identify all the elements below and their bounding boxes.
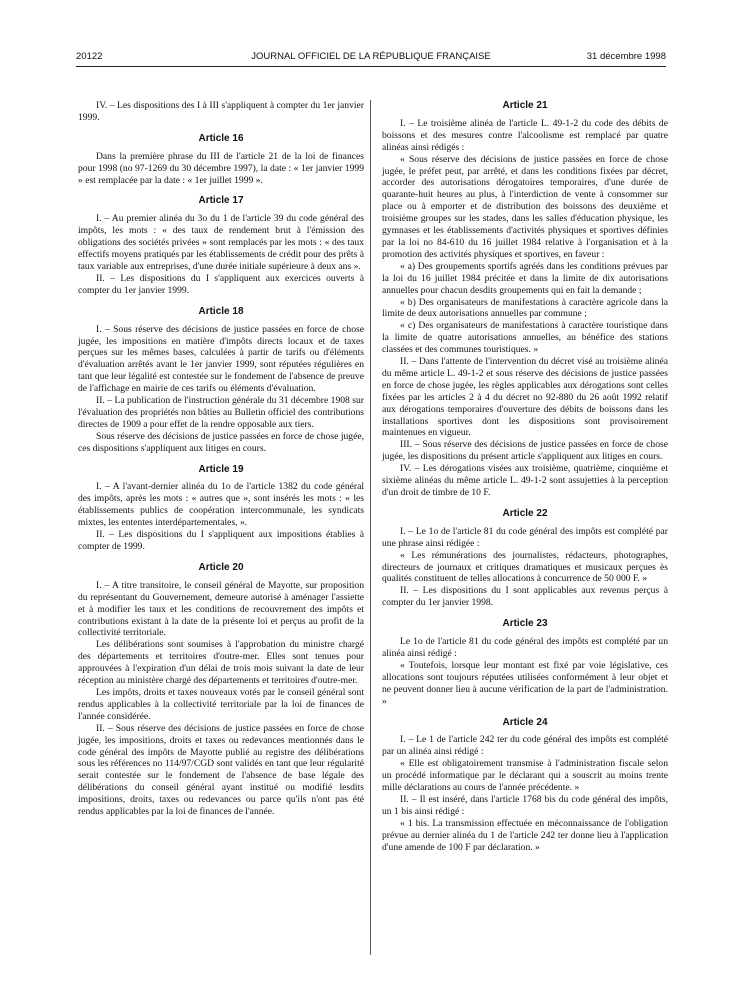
paragraph: « Sous réserve des décisions de justice passées en force de chose jugée, le préfet peut, par arrêté, et dans les conditions fixées par décret, accorder des autorisations dérogatoires temporaires, d'une durée de quarante-huit heures au plus, à l'interdiction de vente à consommer sur place ou à emporter et de distribution des boissons des deuxième et troisième groupes sur les stades, dans les salles d'éducation physique, les gymnases et les établissements d'activités physiques et sportives définies par la loi no 84-610 du 16 juillet 1984 relative à l'organisation et à la promotion des activités physiques et sportives, en faveur : bbox=[382, 153, 668, 260]
article-heading: Article 20 bbox=[198, 561, 244, 573]
paragraph: IV. – Les dérogations visées aux troisième, quatrième, cinquième et sixième alinéas du même article L. 49-1-2 sont assujetties à la perception d'un droit de timbre de 10 F. bbox=[382, 463, 668, 498]
article-heading: Article 16 bbox=[198, 132, 244, 144]
article-heading: Article 24 bbox=[502, 716, 548, 728]
article-heading: Article 23 bbox=[502, 618, 548, 630]
paragraph: « b) Des organisateurs de manifestations à caractère agricole dans la limite de deux autorisations annuelles par commune ; bbox=[382, 296, 668, 320]
article-heading: Article 18 bbox=[198, 305, 244, 317]
paragraph: Sous réserve des décisions de justice passées en force de chose jugée, ces dispositions s'appliquent aux litiges en cours. bbox=[78, 430, 364, 454]
page-number: 20122 bbox=[76, 51, 103, 62]
paragraph: II. – Les dispositions du I s'appliquent aux impositions établies à compter de 1999. bbox=[78, 529, 364, 552]
paragraph: « Elle est obligatoirement transmise à l'administration fiscale selon un procédé informatique par le déclarant qui a souscrit au moins trente mille déclarations au cours de l'année précédente. » bbox=[382, 758, 668, 794]
paragraph: Le 1o de l'article 81 du code général des impôts est complété par un alinéa ainsi rédigé : bbox=[382, 636, 668, 659]
page-header bbox=[76, 51, 666, 65]
issue-date: 31 décembre 1998 bbox=[586, 51, 666, 62]
paragraph: II. – Sous réserve des décisions de justice passées en force de chose jugée, les impositions, droits et taxes ou redevances mentionnés dans le code général des impôts de Mayotte publié au registre des délibérations sous les références no 114/97/CGD sont validés en tant que leur régularité serait contestée sur le fondement de l'absence de base légale des délibérations du conseil général ayant institué ou modifié lesdits impositions, droits, taxes ou redevances ou parce qu'ils n'ont pas été rendus applicables par la loi de finances de l'année. bbox=[78, 722, 364, 818]
paragraph: « a) Des groupements sportifs agréés dans les conditions prévues par la loi du 16 juillet 1984 précitée et dans la limite de dix autorisations annuelles pour chacun desdits groupements qui en fait la demande ; bbox=[382, 260, 668, 296]
article-heading: Article 21 bbox=[502, 100, 548, 111]
paragraph: II. – Les dispositions du I s'appliquent aux exercices ouverts à compter du 1er janvier 1999. bbox=[78, 272, 364, 296]
paragraph: II. – Il est inséré, dans l'article 1768 bis du code général des impôts, un 1 bis ainsi rédigé : bbox=[382, 793, 668, 817]
article-heading: Article 19 bbox=[198, 463, 244, 475]
paragraph: I. – Sous réserve des décisions de justice passées en force de chose jugée, les impositions en matière d'impôts directs locaux et de taxes perçues sur les mêmes bases, calculées à partir de tarifs ou d'éléments d'évaluation arrêtés avant le 1er janvier 1999, sont réputées régulières en tant que leur légalité est contestée sur le fondement de l'absence de preuve de l'affichage en mairie de ces tarifs ou éléments d'évaluation. bbox=[78, 323, 364, 395]
paragraph: I. – A l'avant-dernier alinéa du 1o de l'article 1382 du code général des impôts, après les mots : « autres que », sont insérés les mots : « les établissements publics de coopération intercommunale, les syndicats mixtes, les ententes interdépartementales, ». bbox=[78, 481, 364, 529]
paragraph: « Les rémunérations des journalistes, rédacteurs, photographes, directeurs de journaux et critiques dramatiques et musicaux perçues ès qualités constituent de telles allocations à concurrence de 50 000 F. » bbox=[382, 549, 668, 585]
paragraph: I. – Le troisième alinéa de l'article L. 49-1-2 du code des débits de boissons et des mesures contre l'alcoolisme est remplacé par quatre alinéas ainsi rédigés : bbox=[382, 117, 668, 153]
paragraph: III. – Sous réserve des décisions de justice passées en force de chose jugée, les dispositions du présent article s'appliquent aux litiges en cours. bbox=[382, 439, 668, 463]
paragraph: II. – La publication de l'instruction générale du 31 décembre 1908 sur l'évaluation des propriétés non bâties au Bulletin officiel des contributions directes de 1909 a pour effet de la rendre opposable aux tiers. bbox=[78, 395, 364, 430]
header-rule bbox=[76, 66, 666, 67]
journal-title: JOURNAL OFFICIEL DE LA RÉPUBLIQUE FRANÇAISE bbox=[251, 51, 491, 62]
article-heading: Article 22 bbox=[502, 507, 548, 519]
right-column bbox=[382, 100, 668, 853]
paragraph: II. – Dans l'attente de l'intervention du décret visé au troisième alinéa du même article L. 49-1-2 et sous réserve des décisions de justice passées en force de chose jugée, les règles applicables aux dérogations sont celles fixées par les articles 2 à 4 du décret no 92-880 du 26 août 1992 relatif aux dérogations temporaires d'ouverture des débits de boissons dans les installations sportives dont les dispositions sont provisoirement maintenues en vigueur. bbox=[382, 356, 668, 439]
left-column bbox=[78, 100, 364, 818]
paragraph: II. – Les dispositions du I sont applicables aux revenus perçus à compter du 1er janvier 1998. bbox=[382, 585, 668, 609]
column-divider bbox=[370, 100, 371, 955]
paragraph: I. – Au premier alinéa du 3o du 1 de l'article 39 du code général des impôts, les mots : « des taux de rendement brut à l'émission des obligations des sociétés privées » sont remplacés par les mots : « des taux effectifs moyens pratiqués par les établissements de crédit pour des prêts à taux variable aux entreprises, d'une durée initiale supérieure à deux ans ». bbox=[78, 213, 364, 272]
paragraph: I. – Le 1o de l'article 81 du code général des impôts est complété par une phrase ainsi rédigée : bbox=[382, 525, 668, 549]
paragraph: IV. – Les dispositions des I à III s'appliquent à compter du 1er janvier 1999. bbox=[78, 100, 364, 123]
paragraph: Dans la première phrase du III de l'article 21 de la loi de finances pour 1998 (no 97-1269 du 30 décembre 1997), la date : « 1er janvier 1999 » est remplacée par la date : « 1er juillet 1999 ». bbox=[78, 150, 364, 186]
paragraph: I. – A titre transitoire, le conseil général de Mayotte, sur proposition du représentant du Gouvernement, demeure autorisé à aménager l'assiette et à modifier les taux et les conditions de recouvrement des impôts et contributions existant à la date de la présente loi et perçus au profit de la collectivité territoriale. bbox=[78, 579, 364, 639]
article-heading: Article 17 bbox=[198, 195, 244, 207]
paragraph: « Toutefois, lorsque leur montant est fixé par voie législative, ces allocations sont toujours réputées utilisées conformément à leur objet et ne peuvent donner lieu à aucune vérification de la part de l'administration. » bbox=[382, 659, 668, 707]
paragraph: Les impôts, droits et taxes nouveaux votés par le conseil général sont rendus applicables à la collectivité territoriale par la loi de finances de l'année considérée. bbox=[78, 686, 364, 722]
paragraph: « 1 bis. La transmission effectuée en méconnaissance de l'obligation prévue au dernier alinéa du 1 de l'article 242 ter donne lieu à l'application d'une amende de 100 F par déclaration. » bbox=[382, 817, 668, 853]
paragraph: I. – Le 1 de l'article 242 ter du code général des impôts est complété par un alinéa ainsi rédigé : bbox=[382, 734, 668, 758]
paragraph: Les délibérations sont soumises à l'approbation du ministre chargé des départements et territoires d'outre-mer. Elles sont tenues pour approuvées à l'expiration d'un délai de trois mois suivant la date de leur réception au ministère chargé des départements et territoires d'outre-mer. bbox=[78, 639, 364, 687]
paragraph: « c) Des organisateurs de manifestations à caractère touristique dans la limite de quatre autorisations annuelles, au bénéfice des stations classées et des communes touristiques. » bbox=[382, 320, 668, 356]
